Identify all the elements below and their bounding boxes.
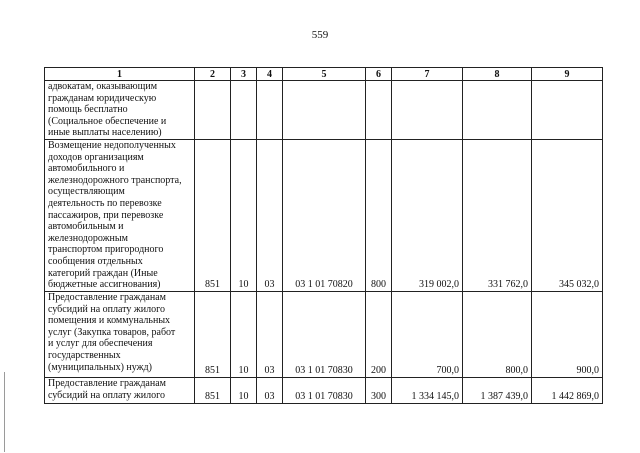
cell-amount-2 (463, 81, 532, 140)
page-number: 559 (311, 29, 329, 41)
cell-admin-code: 851 (195, 378, 231, 404)
header-cell: 2 (195, 68, 231, 81)
header-row (45, 68, 603, 81)
row-description: Возмещение недополученных доходов организациям автомобильного и железнодорожного транспорта, осуществляющим деятельность по перевозке пассажиров, при перевозке автомобильным и железнодорожным транспортом пригородного сообщения отдельных категорий граждан (Иные бюджетные ассигнования) (45, 140, 195, 292)
cell-section: 10 (231, 140, 257, 292)
header-cell: 7 (392, 68, 463, 81)
header-cell: 6 (366, 68, 392, 81)
cell-amount-3 (532, 81, 603, 140)
cell-expense-type: 200 (366, 292, 392, 378)
cell-amount-1: 319 002,0 (392, 140, 463, 292)
cell-subsection: 03 (257, 292, 283, 378)
table-row (45, 292, 603, 378)
cell-amount-1 (392, 81, 463, 140)
cell-amount-3: 1 442 869,0 (532, 378, 603, 404)
margin-line (4, 372, 5, 452)
cell-target-article: 03 1 01 70820 (283, 140, 366, 292)
cell-expense-type: 300 (366, 378, 392, 404)
cell-admin-code: 851 (195, 292, 231, 378)
cell-expense-type (366, 81, 392, 140)
row-description: Предоставление гражданам субсидий на оплату жилого (45, 378, 195, 404)
cell-section (231, 81, 257, 140)
cell-amount-2: 1 387 439,0 (463, 378, 532, 404)
cell-amount-2: 331 762,0 (463, 140, 532, 292)
table-row (45, 140, 603, 292)
cell-admin-code: 851 (195, 140, 231, 292)
cell-admin-code (195, 81, 231, 140)
row-description: Предоставление гражданам субсидий на оплату жилого помещения и коммунальных услуг (Закупка товаров, работ и услуг для обеспечения государственных (муниципальных) нужд) (45, 292, 195, 378)
cell-amount-3: 345 032,0 (532, 140, 603, 292)
budget-table (44, 67, 603, 404)
cell-amount-2: 800,0 (463, 292, 532, 378)
cell-amount-3: 900,0 (532, 292, 603, 378)
cell-subsection (257, 81, 283, 140)
cell-target-article: 03 1 01 70830 (283, 292, 366, 378)
header-cell: 4 (257, 68, 283, 81)
header-cell: 1 (45, 68, 195, 81)
table-row (45, 378, 603, 404)
cell-subsection: 03 (257, 378, 283, 404)
cell-amount-1: 700,0 (392, 292, 463, 378)
cell-target-article (283, 81, 366, 140)
header-cell: 9 (532, 68, 603, 81)
row-description: адвокатам, оказывающим гражданам юридическую помощь бесплатно (Социальное обеспечение и иные выплаты населению) (45, 81, 195, 140)
cell-section: 10 (231, 378, 257, 404)
header-cell: 3 (231, 68, 257, 81)
table-row (45, 81, 603, 140)
cell-subsection: 03 (257, 140, 283, 292)
header-cell: 8 (463, 68, 532, 81)
cell-expense-type: 800 (366, 140, 392, 292)
cell-target-article: 03 1 01 70830 (283, 378, 366, 404)
cell-section: 10 (231, 292, 257, 378)
header-cell: 5 (283, 68, 366, 81)
cell-amount-1: 1 334 145,0 (392, 378, 463, 404)
